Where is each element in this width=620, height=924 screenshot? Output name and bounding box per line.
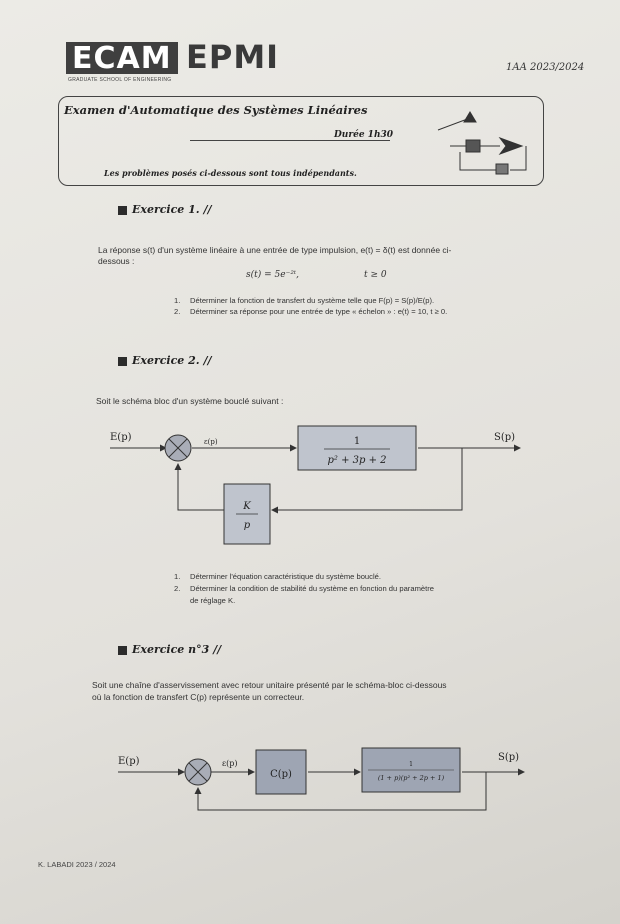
- exercise2-q2-num: 2.: [174, 584, 181, 593]
- exercise3-statement-line2: où la fonction de transfert C(p) représente un correcteur.: [92, 692, 305, 702]
- exercise2-q1-num: 1.: [174, 572, 181, 581]
- footer-author: K. LABADI 2023 / 2024: [38, 860, 116, 869]
- duration-underline: [190, 140, 390, 141]
- exercise3-output-label: S(p): [498, 752, 520, 763]
- exercise1-bullet: [118, 206, 127, 215]
- exercise2-error-label: ε(p): [204, 438, 218, 446]
- exercise2-q2-text: Déterminer la condition de stabilité du système en fonction du paramètre: [190, 584, 434, 593]
- forward-numerator: 1: [353, 436, 361, 447]
- exercise2-output-label: S(p): [494, 432, 516, 443]
- plant-numerator: 1: [409, 761, 413, 768]
- logo-subtitle: GRADUATE SCHOOL OF ENGINEERING: [68, 77, 172, 83]
- exercise1-title: Exercice 1. //: [132, 203, 212, 216]
- sensor-box-icon: [496, 164, 508, 174]
- exercise3-title: Exercice n°3 //: [132, 643, 222, 656]
- exercise2-bullet: [118, 357, 127, 366]
- exercise1-q1-num: 1.: [174, 296, 181, 305]
- exam-duration: Durée 1h30: [334, 130, 394, 140]
- exam-title: Examen d'Automatique des Systèmes Linéaires: [64, 103, 368, 117]
- tower-icon: [464, 112, 476, 122]
- exercise1-statement-line2: dessous :: [98, 256, 135, 266]
- exercise3-error-label: ε(p): [222, 759, 238, 768]
- exercise2-q2-text-cont: de réglage K.: [190, 596, 236, 605]
- exercise1-condition: t ≥ 0: [364, 270, 387, 280]
- airplane-control-illustration: [430, 108, 540, 184]
- intro-text: Les problèmes posés ci-dessous sont tous indépendants.: [104, 168, 357, 178]
- exercise2-input-label: E(p): [110, 432, 132, 443]
- corrector-label: C(p): [270, 769, 292, 780]
- academic-year: 1AA 2023/2024: [506, 62, 585, 73]
- exercise1-statement-line1: La réponse s(t) d'un système linéaire à une entrée de type impulsion, e(t) = δ(t) est donnée ci-: [98, 245, 452, 255]
- airplane-icon: [500, 138, 522, 154]
- exercise2-q1-text: Déterminer l'équation caractéristique du système bouclé.: [190, 572, 381, 581]
- exercise1-formula: s(t) = 5e⁻²ᵗ,: [246, 270, 300, 280]
- exercise3-bullet: [118, 646, 127, 655]
- exercise2-title: Exercice 2. //: [132, 354, 212, 367]
- exercise1-q2-num: 2.: [174, 307, 181, 316]
- feedback-numerator: K: [243, 501, 251, 512]
- exercise3-input-label: E(p): [118, 756, 140, 767]
- exercise3-statement-line1: Soit une chaîne d'asservissement avec retour unitaire présenté par le schéma-bloc ci-dessous: [92, 680, 447, 690]
- exercise2-statement: Soit le schéma bloc d'un système bouclé suivant :: [96, 396, 284, 406]
- exercise3-block-diagram: [110, 740, 530, 820]
- exercise2-block-diagram: [100, 420, 530, 560]
- ecam-logo: ECAM: [66, 42, 178, 74]
- forward-denominator: p² + 3p + 2: [327, 455, 387, 466]
- exercise1-q1-text: Déterminer la fonction de transfert du système telle que F(p) = S(p)/E(p).: [190, 296, 435, 305]
- controller-box-icon: [466, 140, 480, 152]
- epmi-logo: EPMI: [186, 38, 280, 76]
- exercise1-q2-text: Déterminer sa réponse pour une entrée de type « échelon » : e(t) = 10, t ≥ 0.: [190, 307, 448, 316]
- feedback-denominator: p: [243, 520, 251, 531]
- feedback-path-left: [178, 464, 224, 510]
- plant-denominator: (1 + p)(p² + 2p + 1): [377, 774, 445, 782]
